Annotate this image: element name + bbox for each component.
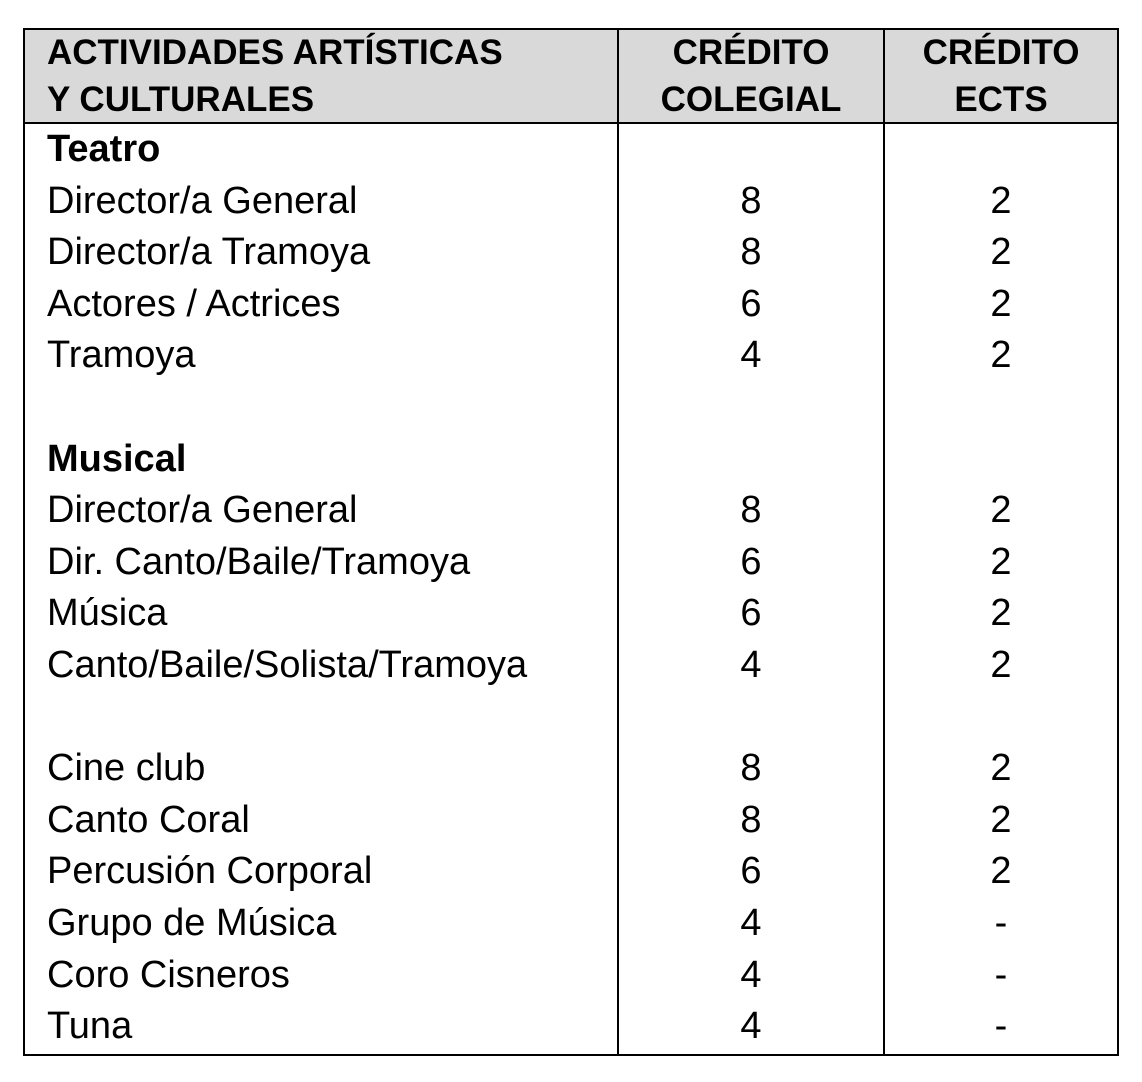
activity-name: Dir. Canto/Baile/Tramoya [47, 540, 471, 583]
header-ects-line2: ECTS [954, 80, 1048, 119]
section-title: Teatro [47, 128, 161, 170]
table-row [25, 795, 1117, 847]
table-body [25, 124, 1117, 1053]
table-row [25, 743, 1117, 795]
credito-colegial-value: 4 [740, 1005, 762, 1048]
table-row [25, 330, 1117, 382]
credits-table [23, 28, 1119, 1056]
activity-name: Coro Cisneros [47, 953, 290, 996]
credito-colegial-value: 8 [740, 798, 762, 841]
credito-colegial-value: 4 [740, 953, 762, 996]
table-row [25, 846, 1117, 898]
activity-name: Canto Coral [47, 798, 250, 841]
credito-colegial-value: 4 [740, 901, 762, 944]
activity-name: Grupo de Música [47, 901, 337, 944]
table-row [25, 485, 1117, 537]
table-row [25, 898, 1117, 950]
header-activities [47, 30, 607, 122]
credito-colegial-value: 4 [740, 643, 762, 686]
section-title: Musical [47, 437, 187, 480]
header-activities-line1: ACTIVIDADES ARTÍSTICAS [47, 33, 503, 72]
table-row [25, 950, 1117, 1002]
credito-colegial-value: 4 [740, 334, 762, 377]
credito-ects-value: 2 [990, 540, 1012, 583]
header-colegial-line2: COLEGIAL [660, 80, 842, 119]
credito-ects-value: 2 [990, 334, 1012, 377]
table-row [25, 537, 1117, 589]
credito-ects-value: 2 [990, 798, 1012, 841]
activity-name: Tramoya [47, 334, 196, 377]
activity-name: Tuna [47, 1005, 133, 1048]
table-row [25, 1001, 1117, 1053]
spacer-row [25, 382, 1117, 434]
table-row [25, 279, 1117, 331]
table-row [25, 176, 1117, 228]
section-heading-row [25, 434, 1117, 486]
spacer-row [25, 692, 1117, 744]
credito-colegial-value: 6 [740, 850, 762, 893]
activity-name: Director/a General [47, 489, 358, 532]
credito-colegial-value: 8 [740, 747, 762, 790]
activity-name: Director/a Tramoya [47, 231, 371, 274]
section-heading-row [25, 124, 1117, 176]
table-header [25, 30, 1117, 124]
activity-name: Cine club [47, 747, 206, 790]
credito-ects-value: 2 [990, 179, 1012, 222]
credito-ects-value: 2 [990, 282, 1012, 325]
table-row [25, 640, 1117, 692]
header-ects-line1: CRÉDITO [922, 33, 1080, 72]
credito-colegial-value: 8 [740, 231, 762, 274]
credito-ects-value: 2 [990, 592, 1012, 635]
activity-name: Actores / Actrices [47, 282, 341, 325]
activity-name: Percusión Corporal [47, 850, 373, 893]
table-row [25, 588, 1117, 640]
activity-name: Música [47, 592, 168, 635]
credito-ects-value: 2 [990, 489, 1012, 532]
credito-ects-value: 2 [990, 231, 1012, 274]
credito-colegial-value: 6 [740, 540, 762, 583]
credito-colegial-value: 6 [740, 282, 762, 325]
credito-colegial-value: 8 [740, 179, 762, 222]
activity-name: Canto/Baile/Solista/Tramoya [47, 643, 528, 686]
header-credito-colegial [619, 30, 883, 122]
credito-ects-value: 2 [990, 850, 1012, 893]
table-row [25, 227, 1117, 279]
credito-ects-value: - [994, 953, 1008, 996]
credito-ects-value: 2 [990, 643, 1012, 686]
activity-name: Director/a General [47, 179, 358, 222]
header-colegial-line1: CRÉDITO [672, 33, 830, 72]
credito-ects-value: - [994, 1005, 1008, 1048]
credito-ects-value: 2 [990, 747, 1012, 790]
credito-ects-value: - [994, 901, 1008, 944]
header-activities-line2: Y CULTURALES [47, 80, 315, 119]
credito-colegial-value: 8 [740, 489, 762, 532]
credito-colegial-value: 6 [740, 592, 762, 635]
header-credito-ects [885, 30, 1117, 122]
